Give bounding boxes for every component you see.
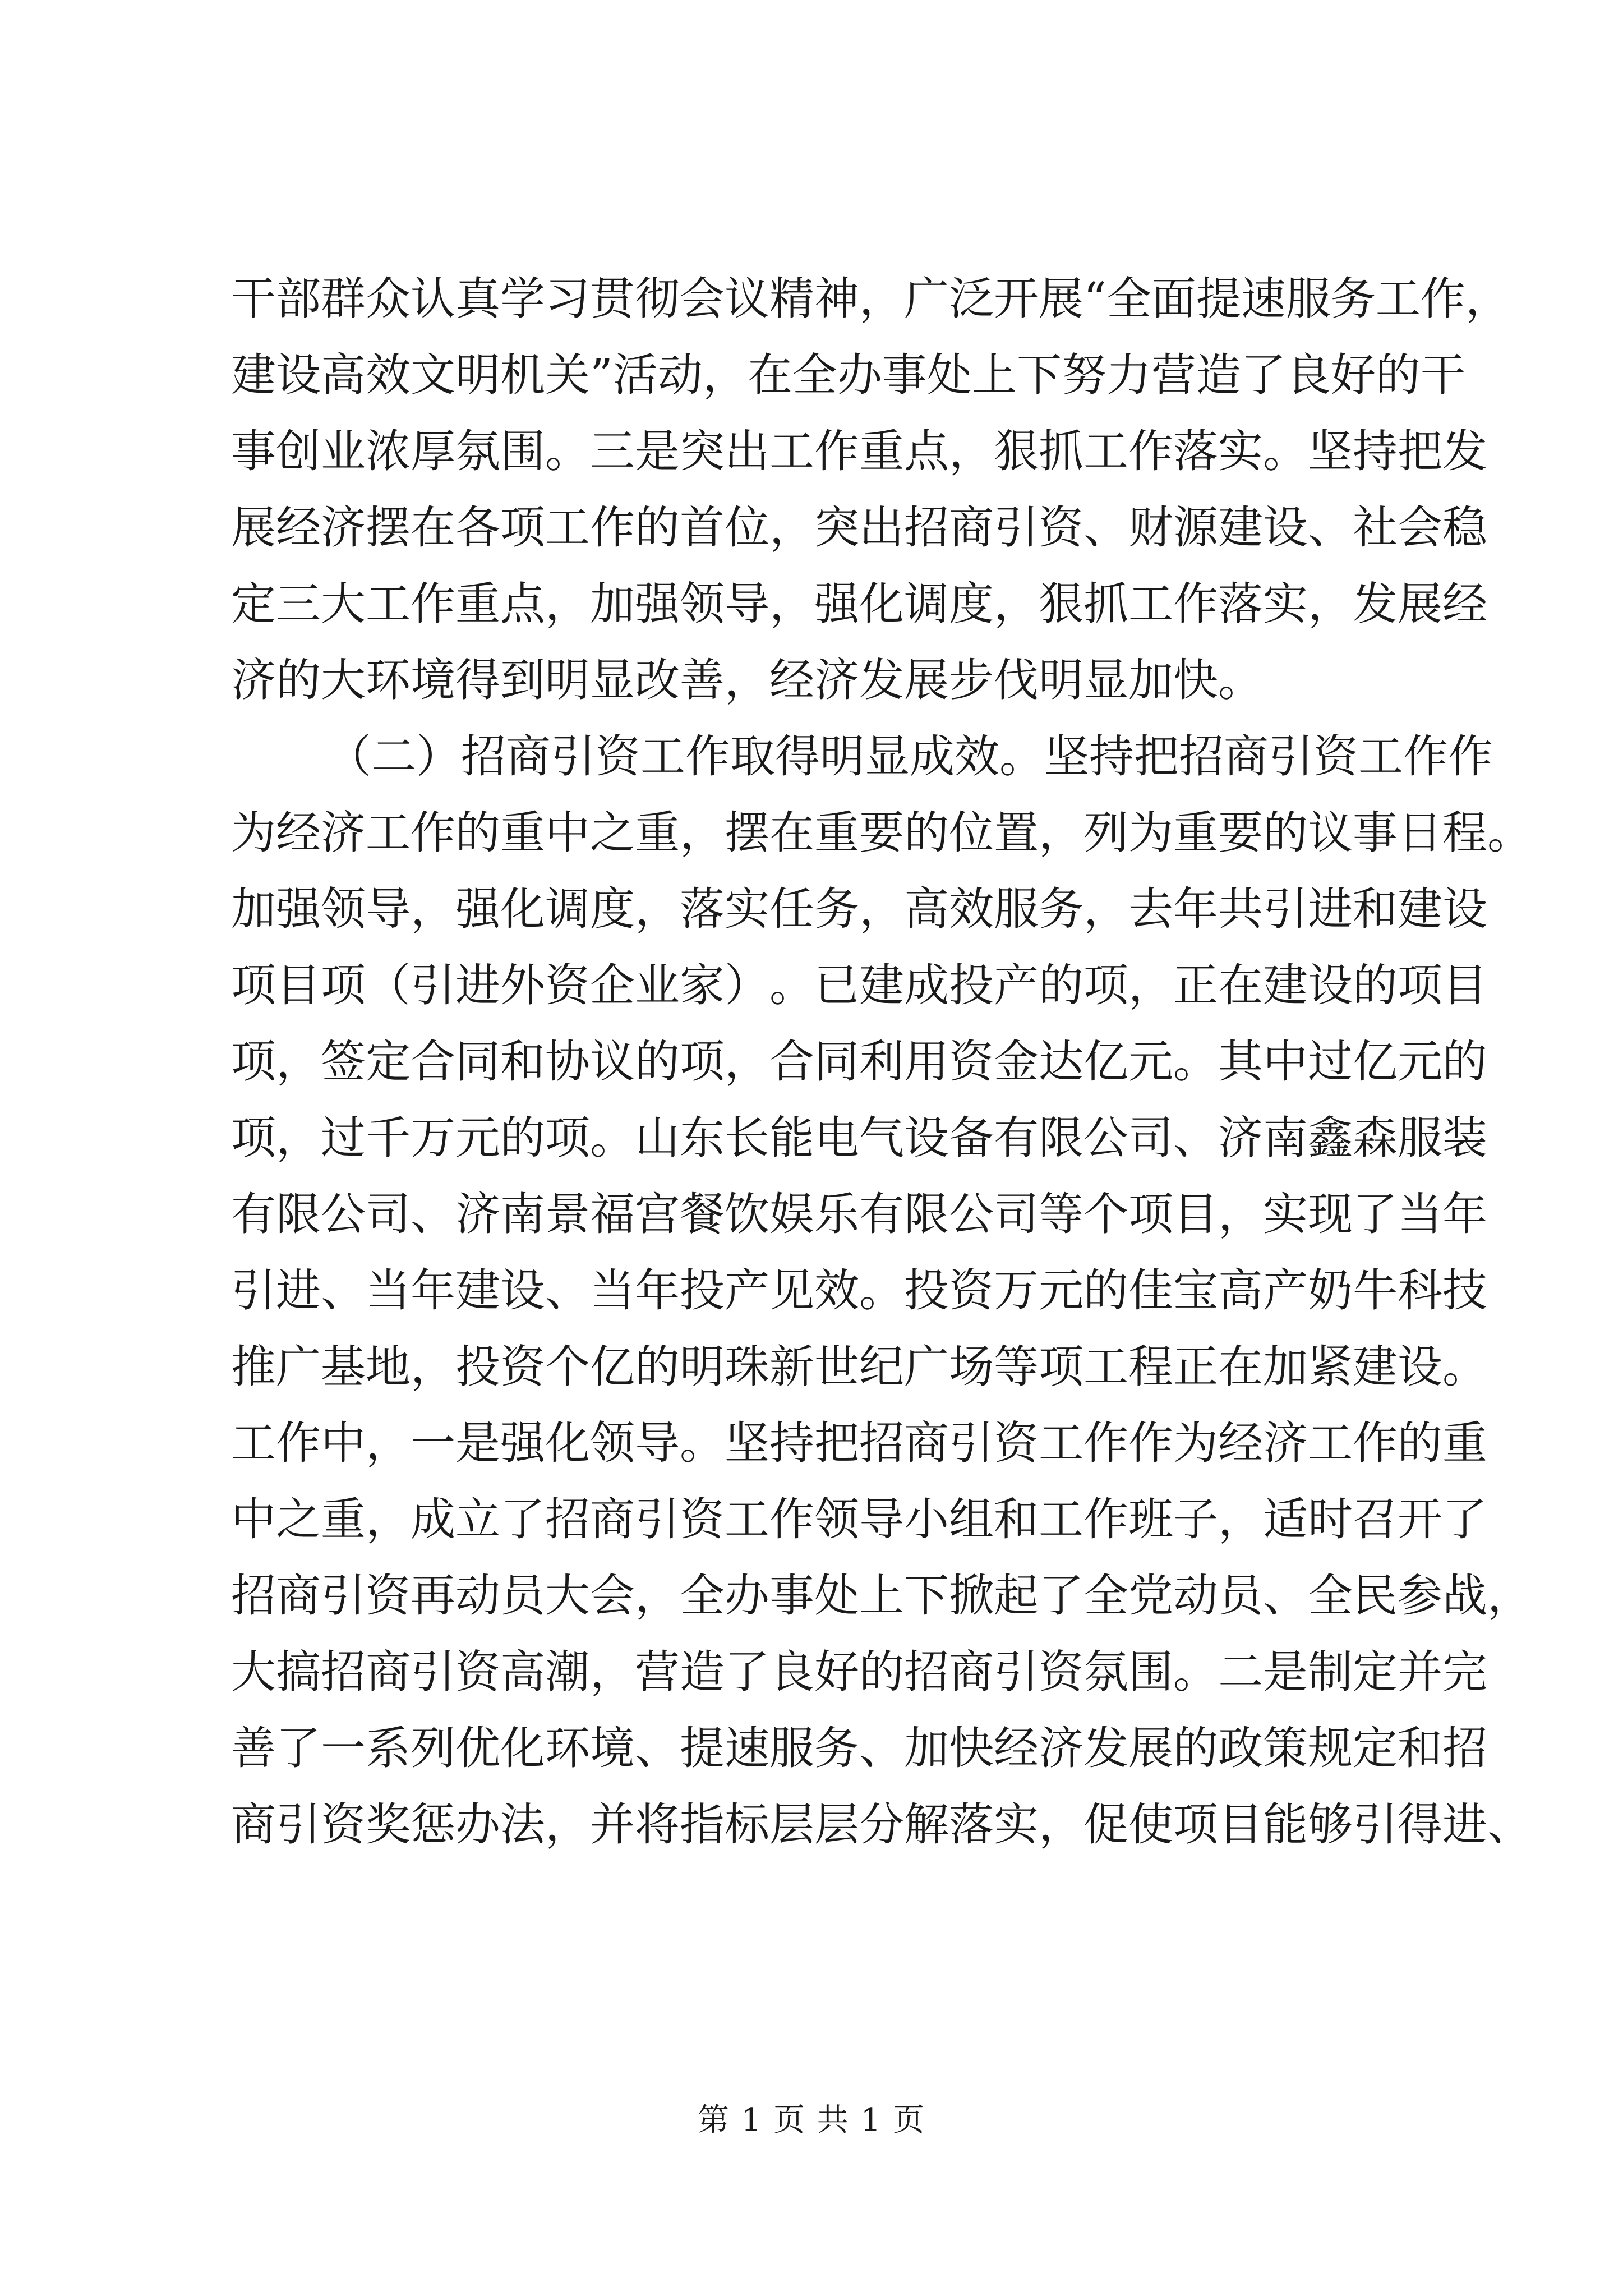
- text-line: 引 进 、 当 年 建 设 、 当 年 投 产 见 效 。 投 资 万 元 的 佳 宝 高 产 奶 牛 科 技: [231, 1264, 1487, 1317]
- text-line: 加 强 领 导 ， 强 化 调 度 ， 落 实 任 务 ， 高 效 服 务 ， 去 年 共 引 进 和 建 设: [231, 883, 1487, 935]
- text-line: 中 之 重 ， 成 立 了 招 商 引 资 工 作 领 导 小 组 和 工 作 班 子 ， 适 时 召 开 了: [231, 1493, 1487, 1545]
- text-line: 商 引 资 奖 惩 办 法 ， 并 将 指 标 层 层 分 解 落 实 ， 促 使 项 目 能 够 引 得 进 、: [231, 1798, 1532, 1851]
- text-line: 大 搞 招 商 引 资 高 潮 ， 营 造 了 良 好 的 招 商 引 资 氛 围 。 二 是 制 定 并 完: [231, 1646, 1487, 1698]
- text-line: 有 限 公 司 、 济 南 景 福 宫 餐 饮 娱 乐 有 限 公 司 等 个 项 目 ， 实 现 了 当 年: [231, 1188, 1487, 1240]
- text-line: 建 设 高 效 文 明 机 关 ” 活 动 ， 在 全 办 事 处 上 下 努 力 营 造 了 良 好 的 干: [231, 349, 1465, 401]
- text-line: 定 三 大 工 作 重 点 ， 加 强 领 导 ， 强 化 调 度 ， 狠 抓 工 作 落 实 ， 发 展 经: [231, 578, 1487, 630]
- text-line: 善 了 一 系 列 优 化 环 境 、 提 速 服 务 、 加 快 经 济 发 展 的 政 策 规 定 和 招: [231, 1722, 1487, 1774]
- text-line: 项 ， 签 定 合 同 和 协 议 的 项 ， 合 同 利 用 资 金 达 亿 元 。 其 中 过 亿 元 的: [231, 1036, 1487, 1088]
- text-line: 工 作 中 ， 一 是 强 化 领 导 。 坚 持 把 招 商 引 资 工 作 作 为 经 济 工 作 的 重: [231, 1417, 1487, 1469]
- text-line: （ 二 ） 招 商 引 资 工 作 取 得 明 显 成 效 。 坚 持 把 招 商 引 资 工 作 作: [326, 730, 1493, 783]
- text-line: 为 经 济 工 作 的 重 中 之 重 ， 摆 在 重 要 的 位 置 ， 列 为 重 要 的 议 事 日 程 。: [231, 807, 1532, 859]
- text-line: 济的大环境得到明显改善，经济发展步伐明显加快。: [231, 654, 1263, 706]
- text-line: 项 ， 过 千 万 元 的 项 。 山 东 长 能 电 气 设 备 有 限 公 司 、 济 南 鑫 森 服 装: [231, 1112, 1487, 1164]
- body-text: [231, 261, 1532, 1863]
- text-line: 事 创 业 浓 厚 氛 围 。 三 是 突 出 工 作 重 点 ， 狠 抓 工 作 落 实 。 坚 持 把 发: [231, 425, 1487, 477]
- text-line: 展 经 济 摆 在 各 项 工 作 的 首 位 ， 突 出 招 商 引 资 、 财 源 建 设 、 社 会 稳: [231, 501, 1487, 554]
- text-line: 项 目 项 （ 引 进 外 资 企 业 家 ） 。 已 建 成 投 产 的 项 ， 正 在 建 设 的 项 目: [231, 959, 1487, 1011]
- page-footer: 第 1 页 共 1 页: [697, 2102, 926, 2138]
- text-line: 招 商 引 资 再 动 员 大 会 ， 全 办 事 处 上 下 掀 起 了 全 党 动 员 、 全 民 参 战 ，: [231, 1570, 1532, 1622]
- text-line: 干 部 群 众 认 真 学 习 贯 彻 会 议 精 神 ， 广 泛 开 展 “ 全 面 提 速 服 务 工 作 ，: [231, 273, 1510, 325]
- text-line: 推 广 基 地 ， 投 资 个 亿 的 明 珠 新 世 纪 广 场 等 项 工 程 正 在 加 紧 建 设 。: [231, 1341, 1487, 1393]
